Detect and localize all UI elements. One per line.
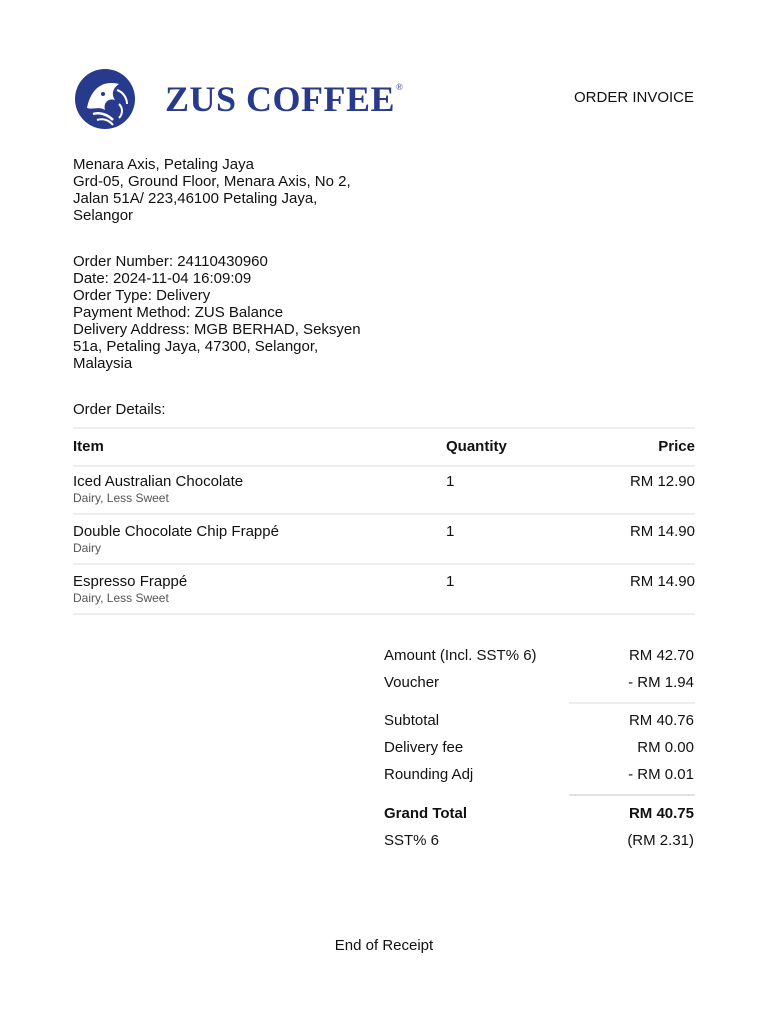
order-type: Order Type: Delivery <box>73 287 211 304</box>
delivery-address-line: Delivery Address: MGB BERHAD, Seksyen <box>73 321 361 338</box>
order-number: Order Number: 24110430960 <box>73 253 268 270</box>
order-info <box>73 253 361 372</box>
table-row <box>73 565 695 615</box>
subtotal-value: RM 40.76 <box>628 712 694 729</box>
end-of-receipt: End of Receipt <box>334 937 434 954</box>
table-row <box>73 515 695 565</box>
brand-wordmark: ZUS COFFEE <box>165 79 396 119</box>
subtotal-label: Subtotal <box>384 712 440 729</box>
invoice-title: ORDER INVOICE <box>573 89 694 106</box>
amount-label: Amount (Incl. SST% 6) <box>384 647 537 664</box>
store-address-line: Selangor <box>73 207 134 224</box>
item-price: RM 14.90 <box>629 523 695 540</box>
items-table-body <box>73 465 695 615</box>
store-address-line: Jalan 51A/ 223,46100 Petaling Jaya, <box>73 190 318 207</box>
column-header-quantity: Quantity <box>446 438 507 455</box>
column-header-price: Price <box>658 438 695 455</box>
order-details-heading: Order Details: <box>73 401 166 418</box>
voucher-value: - RM 1.94 <box>628 674 694 691</box>
store-name: Menara Axis, Petaling Jaya <box>73 156 254 173</box>
summary-divider <box>569 702 695 704</box>
sst-value: (RM 2.31) <box>627 832 694 849</box>
rounding-value: - RM 0.01 <box>628 766 694 783</box>
item-name: Iced Australian Chocolate <box>73 473 244 490</box>
item-name: Espresso Frappé <box>73 573 188 590</box>
voucher-label: Voucher <box>384 674 440 691</box>
item-options: Dairy, Less Sweet <box>73 591 169 605</box>
amount-value: RM 42.70 <box>628 647 694 664</box>
brand-name <box>165 78 403 120</box>
rounding-label: Rounding Adj <box>384 766 474 783</box>
delivery-fee-label: Delivery fee <box>384 739 464 756</box>
delivery-fee-value: RM 0.00 <box>637 739 694 756</box>
grand-total-value: RM 40.75 <box>628 805 694 822</box>
item-quantity: 1 <box>446 573 455 590</box>
item-name: Double Chocolate Chip Frappé <box>73 523 279 540</box>
table-row <box>73 465 695 515</box>
item-options: Dairy <box>73 541 102 555</box>
item-quantity: 1 <box>446 473 455 490</box>
items-table-header <box>73 427 695 467</box>
payment-method: Payment Method: ZUS Balance <box>73 304 284 321</box>
item-price: RM 14.90 <box>629 573 695 590</box>
sst-label: SST% 6 <box>384 832 440 849</box>
delivery-address-line: 51a, Petaling Jaya, 47300, Selangor, <box>73 338 319 355</box>
grand-total-divider <box>569 794 695 796</box>
store-address-line: Grd-05, Ground Floor, Menara Axis, No 2, <box>73 173 351 190</box>
zus-logo-icon <box>73 68 137 130</box>
item-quantity: 1 <box>446 523 455 540</box>
column-header-item: Item <box>73 438 104 455</box>
order-date: Date: 2024-11-04 16:09:09 <box>73 270 252 287</box>
grand-total-label: Grand Total <box>384 805 468 822</box>
store-address <box>73 156 351 224</box>
registered-mark: ® <box>396 82 404 92</box>
delivery-address-line: Malaysia <box>73 355 133 372</box>
item-options: Dairy, Less Sweet <box>73 491 169 505</box>
item-price: RM 12.90 <box>629 473 695 490</box>
